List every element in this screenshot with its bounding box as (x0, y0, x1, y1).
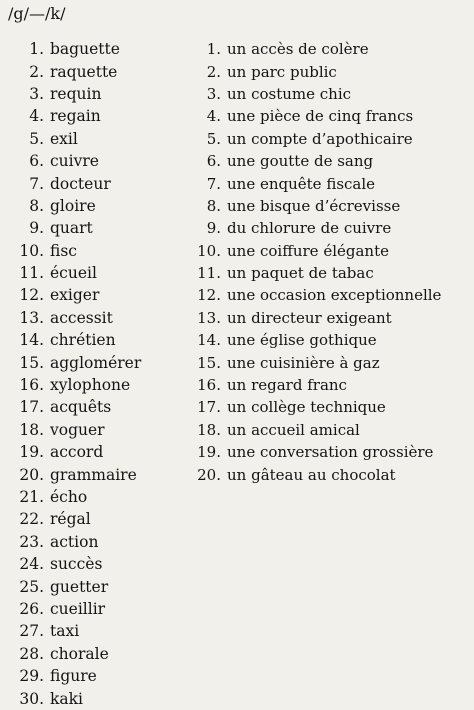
phrase-list-item (185, 396, 474, 418)
word-list-item (0, 687, 185, 709)
item-number: 14. (19, 331, 44, 350)
item-number: 10. (197, 241, 221, 260)
phrase-list-item (185, 217, 474, 239)
phrase-list-item (185, 195, 474, 217)
item-text: une enquête fiscale (227, 174, 376, 193)
item-text: docteur (50, 174, 111, 193)
item-text: gloire (50, 196, 96, 215)
item-text: acquêts (50, 398, 112, 417)
item-number: 6. (206, 152, 221, 171)
word-list-item (0, 374, 185, 396)
item-number: 16. (19, 376, 44, 395)
item-number: 7. (29, 174, 44, 193)
phrase-list-item (185, 374, 474, 396)
word-list-left (0, 38, 185, 710)
word-list-item (0, 643, 185, 665)
word-list-item (0, 665, 185, 687)
item-number: 9. (206, 219, 221, 238)
item-number: 4. (206, 107, 221, 126)
word-list-item (0, 553, 185, 575)
item-number: 8. (29, 196, 44, 215)
item-text: une pièce de cinq francs (227, 107, 414, 126)
item-text: baguette (50, 40, 120, 59)
word-list-item (0, 351, 185, 373)
item-number: 7. (206, 174, 221, 193)
item-number: 10. (19, 241, 44, 260)
item-number: 22. (19, 510, 44, 529)
word-list-item (0, 463, 185, 485)
item-number: 8. (206, 196, 221, 215)
phrase-list-item (185, 172, 474, 194)
item-text: du chlorure de cuivre (227, 219, 392, 238)
item-number: 2. (29, 62, 44, 81)
item-number: 1. (29, 40, 44, 59)
word-list-item (0, 83, 185, 105)
word-list-item (0, 172, 185, 194)
item-text: grammaire (50, 465, 137, 484)
item-text: un directeur exigeant (227, 308, 392, 327)
word-list-item (0, 441, 185, 463)
word-list-item (0, 620, 185, 642)
item-text: figure (50, 667, 97, 686)
item-text: une conversation grossière (227, 443, 434, 462)
item-text: un accueil amical (227, 420, 360, 439)
word-list-item (0, 307, 185, 329)
item-number: 11. (197, 264, 221, 283)
item-number: 21. (19, 488, 44, 506)
item-number: 17. (19, 398, 44, 417)
item-text: un regard franc (227, 376, 347, 395)
phrase-list-item (185, 307, 474, 329)
item-number: 5. (206, 129, 221, 148)
item-text: une coiffure élégante (227, 241, 389, 260)
word-list-item (0, 508, 185, 530)
word-list-item (0, 329, 185, 351)
word-list-item (0, 284, 185, 306)
item-number: 9. (29, 219, 44, 238)
word-list-item (0, 575, 185, 597)
word-list-item (0, 105, 185, 127)
phrase-list-item (185, 60, 474, 82)
word-list-item (0, 531, 185, 553)
item-text: cuivre (50, 152, 99, 171)
item-number: 3. (29, 84, 44, 103)
item-text: exiger (50, 286, 100, 305)
item-text: un compte d’apothicaire (227, 129, 413, 148)
item-text: un costume chic (227, 84, 352, 103)
phrase-list-item (185, 105, 474, 127)
item-text: succès (50, 555, 103, 574)
item-text: une église gothique (227, 331, 377, 350)
item-text: un accès de colère (227, 40, 369, 59)
item-number: 15. (197, 353, 221, 372)
item-text: guetter (50, 577, 109, 596)
item-number: 25. (19, 577, 44, 596)
item-text: une bisque d’écrevisse (227, 196, 401, 215)
item-text: un gâteau au chocolat (227, 465, 396, 484)
item-text: fisc (50, 241, 77, 260)
item-text: taxi (50, 622, 80, 641)
item-text: une goutte de sang (227, 152, 374, 171)
item-text: cueillir (50, 599, 106, 618)
item-text: exil (50, 129, 78, 148)
item-number: 13. (197, 308, 221, 327)
word-list-item (0, 262, 185, 284)
item-text: un paquet de tabac (227, 264, 374, 283)
item-text: écueil (50, 264, 97, 283)
phrase-list-item (185, 262, 474, 284)
item-number: 3. (206, 84, 221, 103)
item-text: xylophone (50, 376, 131, 395)
phrase-list-item (185, 284, 474, 306)
item-text: voguer (50, 420, 105, 439)
word-list-item (0, 217, 185, 239)
item-text: écho (50, 488, 88, 506)
item-number: 27. (19, 622, 44, 641)
item-number: 12. (197, 286, 221, 305)
item-text: régal (50, 510, 91, 529)
item-number: 1. (206, 40, 221, 59)
word-list-item (0, 128, 185, 150)
word-list-item (0, 598, 185, 620)
word-list-item (0, 396, 185, 418)
item-text: quart (50, 219, 93, 238)
phrase-list-item (185, 419, 474, 441)
item-number: 14. (197, 331, 221, 350)
item-number: 6. (29, 152, 44, 171)
item-number: 4. (29, 107, 44, 126)
item-text: accessit (50, 308, 113, 327)
item-number: 29. (19, 667, 44, 686)
item-number: 5. (29, 129, 44, 148)
item-text: un collège technique (227, 398, 386, 417)
phrase-list-item (185, 128, 474, 150)
item-number: 24. (19, 555, 44, 574)
item-text: chorale (50, 644, 109, 663)
item-text: agglomérer (50, 353, 142, 372)
item-number: 2. (206, 62, 221, 81)
phrase-list-item (185, 240, 474, 262)
word-list-item (0, 195, 185, 217)
item-number: 15. (19, 353, 44, 372)
word-list-item (0, 486, 185, 508)
item-text: raquette (50, 62, 118, 81)
item-number: 16. (197, 376, 221, 395)
item-text: accord (50, 443, 104, 462)
item-text: une cuisinière à gaz (227, 353, 380, 372)
phrase-list-item (185, 329, 474, 351)
phrase-list-item (185, 38, 474, 60)
phrase-list-item (185, 150, 474, 172)
item-text: une occasion exceptionnelle (227, 286, 442, 305)
item-number: 26. (19, 599, 44, 618)
item-number: 18. (197, 420, 221, 439)
phrase-list-right (185, 38, 474, 486)
phrase-list-item (185, 463, 474, 485)
item-number: 20. (19, 465, 44, 484)
phrase-list-item (185, 351, 474, 373)
item-number: 17. (197, 398, 221, 417)
item-number: 23. (19, 532, 44, 551)
item-text: un parc public (227, 62, 337, 81)
phrase-list-item (185, 83, 474, 105)
item-number: 11. (19, 264, 44, 283)
item-text: chrétien (50, 331, 116, 350)
word-list-item (0, 240, 185, 262)
item-number: 12. (19, 286, 44, 305)
item-text: kaki (50, 689, 83, 708)
word-list-item (0, 419, 185, 441)
item-number: 18. (19, 420, 44, 439)
page-heading: /g/—/k/ (8, 4, 66, 23)
item-number: 30. (19, 689, 44, 708)
item-text: requin (50, 84, 102, 103)
word-list-item (0, 38, 185, 60)
item-number: 28. (19, 644, 44, 663)
word-list-item (0, 150, 185, 172)
item-text: regain (50, 107, 101, 126)
phrase-list-item (185, 441, 474, 463)
item-number: 19. (197, 443, 221, 462)
item-number: 19. (19, 443, 44, 462)
item-number: 13. (19, 308, 44, 327)
item-text: action (50, 532, 99, 551)
item-number: 20. (197, 465, 221, 484)
word-list-item (0, 60, 185, 82)
